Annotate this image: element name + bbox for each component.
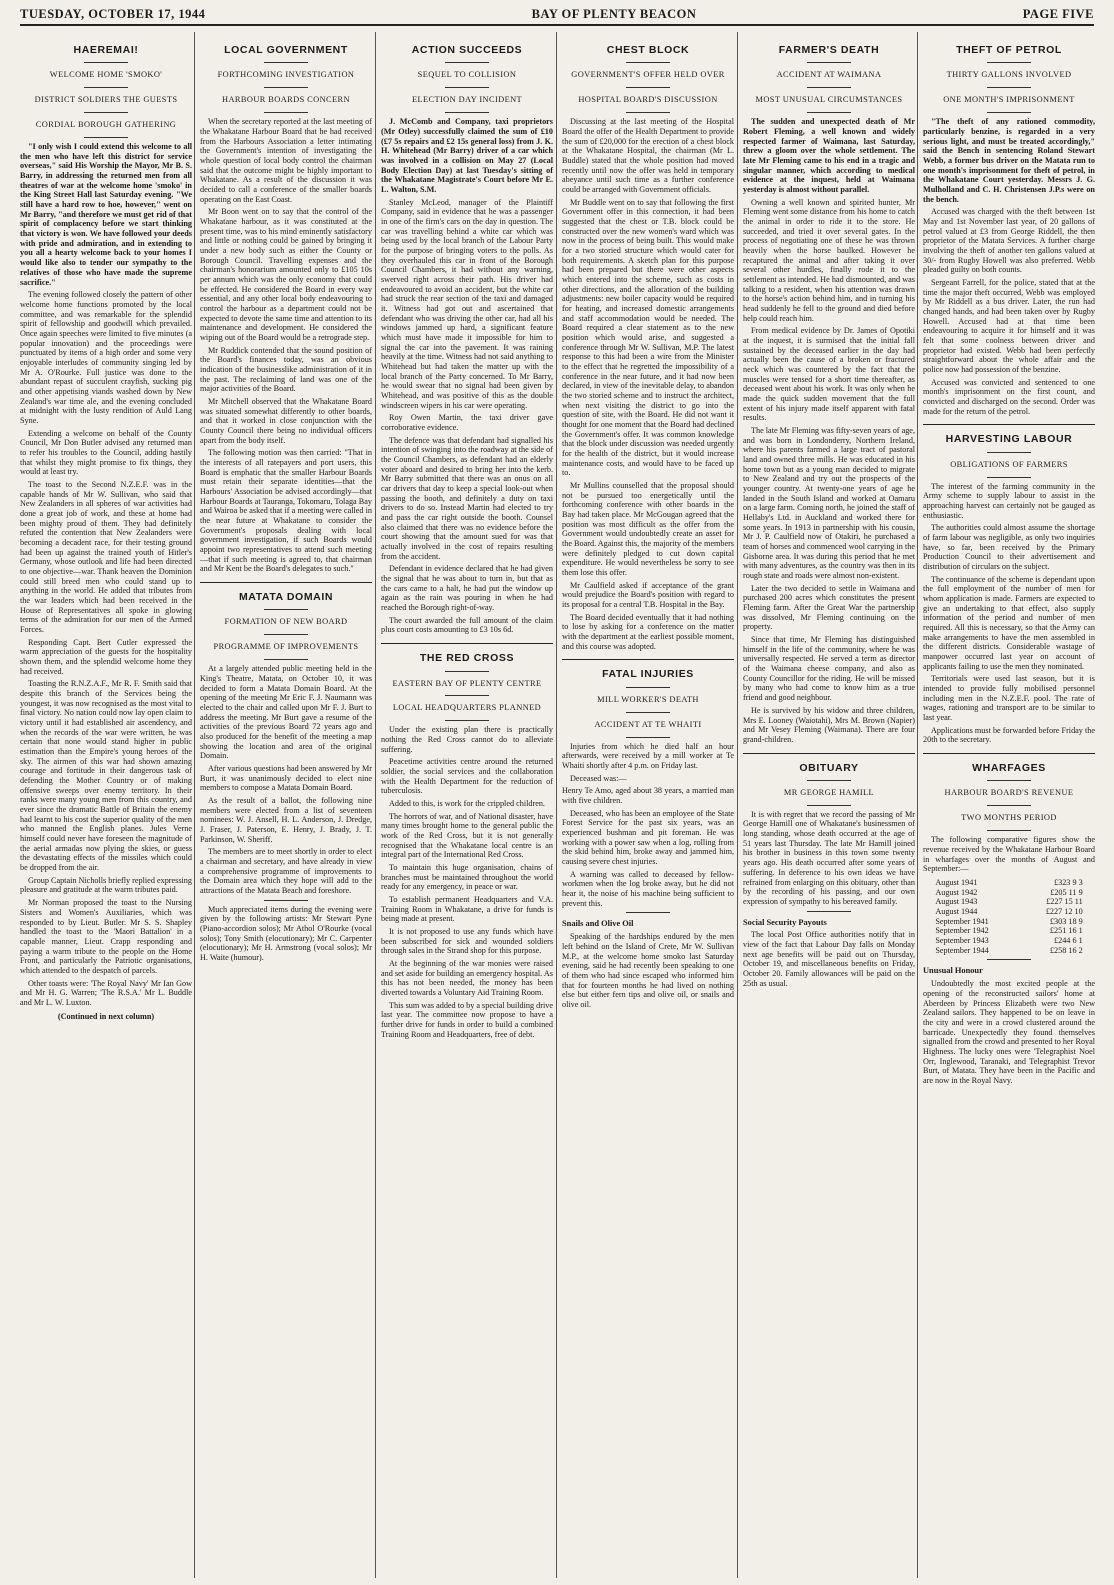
revenue-table — [933, 878, 1084, 955]
divider — [807, 780, 851, 781]
amount-cell: £251 16 1 — [1049, 926, 1083, 936]
article-paragraph: After various questions had been answered by Mr Burt, it was unanimously decided to elect nine members to compose a Matata Domain Board. — [200, 764, 372, 793]
article-paragraph: Applications must be forwarded before Friday the 20th to the secretary. — [923, 725, 1095, 745]
divider — [264, 900, 308, 901]
article-paragraph: Mr Norman proposed the toast to the Nursing Sisters and Women's Auxiliaries, which was responded to by Lieut. Butler. Mr S. S. Shapley handled the toast to the 'Maori Battalion' in a capable manner, Lieut. Crapp responding and paying a warm tribute to the people on the Home Front, and particularly the Patriotic organisations, which attended to the despatch of parcels. — [20, 898, 192, 975]
article-paragraph: Roy Owen Martin, the taxi driver gave corroborative evidence. — [381, 413, 553, 433]
article-paragraph: Mr Buddle went on to say that following the first Government offer in this connection, it had been suggested that the chest or T.B. block could be constructed over the new women's ward which was now in the process of being built. This would make for a two storied structure which would cater for both requirements. A sketch plan for this purpose had been prepared but there were other aspects which entered into the scheme, such as costs in other directions, and the allocation of the building adjustments: new boiler capacity would be required for heating, and increased domestic arrangements and staff accommodation would be needed. The Board required a clear statement as to the new position which would arise, and suggested a conference through Mr W. Sullivan, M.P. The latest response to this had been a wire from the Minister to the effect that he regretted the impossibility of a conference in the near future, and it had now been declared, in view of the inevitable delay, to abandon the two storied scheme and to instruct the architect, when next visiting the district to go into the question of site, with the Board. He did not want it thought for one moment that the Board had declined the Government's offer. It was common knowledge that the block under discussion was needed urgently for the health of the district, but it would increase maintenance costs, and would have to be faced up to. — [562, 197, 734, 478]
amount-cell: £258 16 2 — [1049, 945, 1083, 955]
article-subhead: THIRTY GALLONS INVOLVED — [946, 70, 1072, 80]
article-subhead: HOSPITAL BOARD'S DISCUSSION — [578, 95, 718, 105]
article-subhead: SEQUEL TO COLLISION — [417, 70, 517, 80]
divider — [987, 452, 1031, 453]
article-paragraph: Peacetime activities centre around the returned soldier, the social services and the collaboration with the Health Department for the reduction of tuberculosis. — [381, 757, 553, 796]
divider — [626, 62, 670, 63]
amount-cell: £205 11 9 — [1050, 887, 1083, 897]
article-paragraph: Territorials were used last season, but it is intended to provide fully mobilised personnel including men in the N.Z.E.F. pool. The rate of wages, rationing and transport are to be similar to last year. — [923, 674, 1095, 723]
article-headline: FARMER'S DEATH — [778, 44, 880, 56]
article-paragraph: Added to this, is work for the crippled children. — [389, 799, 545, 809]
article-subhead: ACCIDENT AT WAIMANA — [776, 70, 882, 80]
masthead-rule — [20, 24, 1094, 26]
article-subhead: ONE MONTH'S IMPRISONMENT — [943, 95, 1075, 105]
divider — [445, 87, 489, 88]
article-paragraph: The evening followed closely the pattern of other welcome home functions promoted by the local committee, and was remarkable for the splendid spirit of fellowship and goodwill which prevailed. Once again speeches were limited to five minutes (a popular innovation) and the proceedings were punctuated by items of a high order and some very enjoyable interludes of community singing led by Mr A. O'Rourke. Full justice was done to the abundant repast of succulent crayfish, sucking pig and other appetising viands washed down by New Zealand's war time ale, and the evening concluded at midnight with the lusty rendition of Auld Lang Syne. — [20, 290, 192, 425]
article-paragraph: J. McComb and Company, taxi proprietors (Mr Otley) successfully claimed the sum of £10 (£7 5s repairs and £2 15s general loss) from J. K. H. Whitehead (Mr Barry) driver of a car which was involved in a collision on May 27 (Local Body Election Day) at last Tuesday's sitting of the Whakatane Magistrate's Court before Mr E. L. Walton, S.M. — [381, 117, 553, 194]
table-row — [933, 878, 1084, 888]
month-cell: August 1943 — [935, 897, 978, 907]
divider — [987, 112, 1031, 113]
table-row — [933, 897, 1084, 907]
column-rule — [737, 32, 738, 1578]
divider — [264, 87, 308, 88]
article-paragraph: The interest of the farming community in the Army scheme to supply labour to assist in the approaching harvest can certainly not be gauged as enthusiastic. — [923, 481, 1095, 520]
article-subhead: LOCAL HEADQUARTERS PLANNED — [392, 703, 542, 713]
article-paragraph: Mr Mitchell observed that the Whakatane Board was situated somewhat differently to other boards, and that it worked in close conjunction with the County Council there being no individual officers apart from the body itself. — [200, 397, 372, 445]
column-rule — [917, 32, 918, 1578]
column-2 — [200, 36, 372, 1576]
table-row — [933, 888, 1084, 898]
divider — [445, 112, 489, 113]
article-subhead: HARBOUR BOARDS CONCERN — [222, 95, 350, 105]
article-paragraph: When the secretary reported at the last meeting of the Whakatane Harbour Board that he had received from the Harbours Association a letter intimating the Government's intention of investigating the whole question of local body control the chairman said that the outcome might be highly important to Whakatane. As a result of the discussion it was decided to call a conference of the smaller boards operating on the East Coast. — [200, 117, 372, 204]
section-divider — [923, 424, 1095, 425]
continued-note: (Continued in next column) — [57, 1011, 155, 1021]
article-paragraph: Accused was convicted and sentenced to one month's imprisonment on the first count, and convicted and discharged on the second. Order was made for the return of the petrol. — [923, 377, 1095, 416]
article-headline: MATATA DOMAIN — [238, 591, 334, 604]
article-paragraph: Henry Te Amo, aged about 38 years, a married man with five children. — [562, 786, 734, 806]
article-paragraph: The horrors of war, and of National disaster, have many times brought home to the general public the work of the Red Cross, but it is not generally recognised that the Whakatane local centre is an integral part of the International Red Cross. — [381, 811, 553, 860]
divider — [264, 609, 308, 610]
month-cell: September 1942 — [935, 926, 989, 936]
amount-cell: £303 18 9 — [1049, 916, 1083, 926]
article-paragraph: Owning a well known and spirited hunter, Mr Fleming went some distance from his home to catch the animal in order to ride it to the store. He succeeded, and tried it over several gates. In the process of negotiating one of these he was thrown heavily when the horse baulked. However he recaptured the animal and after taking it over several other hurdles, finally rode it to the settlement as intended. He had dismounted, and was talking to a resident, when his attention was drawn to the horse's action behind him, and in turning his head suddenly he fell to the ground and died before help could reach him. — [743, 197, 915, 323]
article-headline: OBITUARY — [799, 761, 859, 774]
divider — [264, 634, 308, 635]
month-cell: August 1944 — [935, 906, 978, 916]
article-subhead: ACCIDENT AT TE WHAITI — [594, 719, 702, 729]
article-paragraph: It is not proposed to use any funds which have been subscribed for sick and wounded soldiers through sales in the Strand shop for this purpose. — [381, 927, 553, 956]
masthead — [20, 0, 1094, 22]
article-paragraph: The Board decided eventually that it had nothing to lose by asking for a conference on the matter with the department at the earliest possible moment, and this course was adopted. — [562, 612, 734, 651]
article-headline: FATAL INJURIES — [602, 668, 694, 681]
issue-date: TUESDAY, OCTOBER 17, 1944 — [20, 7, 206, 21]
article-subhead: DISTRICT SOLDIERS THE GUESTS — [34, 95, 178, 105]
section-divider — [743, 753, 915, 754]
article-paragraph: "The theft of any rationed commodity, particularly benzine, is regarded in a very serious light, and must be treated accordingly," said the Bench in sentencing Roland Stewart Webb, a former bus driver on the Matata run to one month's imprisonment for theft of petrol, in the Whakatane Court yesterday. Messrs J. G. Mulholland and C. H. Christensen J.P.s were on the bench. — [923, 117, 1095, 204]
column-6 — [923, 36, 1095, 1576]
divider — [626, 112, 670, 113]
article-paragraph: Deceased was:— — [570, 773, 627, 783]
article-paragraph: Injuries from which he died half an hour afterwards, were received by a mill worker at Te Whaiti shortly after 4 p.m. on Friday last. — [562, 741, 734, 770]
divider — [445, 62, 489, 63]
divider — [84, 87, 128, 88]
paper-name: BAY OF PLENTY BEACON — [531, 7, 697, 21]
month-cell: September 1944 — [935, 945, 989, 955]
article-paragraph: At the beginning of the war monies were raised and set aside for building an emergency hospital. As this has not been needed, the money has been diverted towards a Voluntary Aid Training Room. — [381, 959, 553, 998]
article-paragraph: The sudden and unexpected death of Mr Robert Fleming, a well known and widely respected farmer of Waimana, last Saturday, threw a gloom over the whole settlement. The late Mr Fleming came to his end in a tragic and singular manner, which according to medical evidence at the inquest, held at Waimana yesterday is almost without parallel. — [743, 117, 915, 194]
article-paragraph: He is survived by his widow and three children, Mrs E. Looney (Waiotahi), Mrs M. Brown (Napier) and Mr Vesey Fleming (Waimana). There are four grand-children. — [743, 705, 915, 744]
month-cell: September 1941 — [935, 916, 989, 926]
divider — [807, 62, 851, 63]
article-subhead: GOVERNMENT'S OFFER HELD OVER — [571, 70, 725, 80]
article-subhead: FORTHCOMING INVESTIGATION — [217, 70, 355, 80]
article-paragraph: Extending a welcome on behalf of the County Council, Mr Don Butler advised any returned man to refer his troubles to the Council, adding hastily that whilst they might promise to fix things, they would at least try. — [20, 428, 192, 477]
divider — [987, 830, 1031, 831]
article-headline: HAEREMAI! — [73, 44, 139, 56]
short-item-title: Social Security Payouts — [743, 917, 827, 927]
table-row — [933, 926, 1084, 936]
divider — [807, 112, 851, 113]
article-paragraph: A warning was called to deceased by fellow-workmen when the log broke away, but he did not hear it, the noise of his machine being sufficient to prevent this. — [562, 869, 734, 908]
article-paragraph: Much appreciated items during the evening were given by the following artists: Mr Stewart Pyne (Piano-accordion solos); Mr Athol O'Rourke (vocal solos); Tony Smith (elocutionary); Mr C. Carpenter (elocutionary); Mr H. Armstrong (vocal solos); Mr H. Waite (humour). — [200, 904, 372, 963]
table-row — [933, 917, 1084, 927]
article-subhead: MOST UNUSUAL CIRCUMSTANCES — [755, 95, 903, 105]
divider — [84, 112, 128, 113]
column-3 — [381, 36, 553, 1576]
column-4 — [562, 36, 734, 1576]
divider — [987, 959, 1031, 960]
article-paragraph: The late Mr Fleming was fifty-seven years of age, and was born in Londonderry, Northern Ireland, where his parents farmed a large tract of pastoral land and owned three mills. He was educated in his home town but as a young man decided to migrate to New Zealand and try out the prospects of the younger country. At twenty-one years of age he landed in the South Island and worked at Oamaru on a large farm. Coming north, he joined the staff of Hellaby's Ltd. in Auckland and worked there for some years. In 1913 in partnership with his cousin, Mr J. P. Caulfield now of Otakiri, he purchased a team of horses and commenced wool carrying in the Gisborne area. It was during this period that he met with many adventures, as the country was then in its rough state and roads were almost non-existent. — [743, 426, 915, 581]
article-paragraph: The members are to meet shortly in order to elect a chairman and secretary, and have already in view a comprehensive programme of improvements to the Domain area which they hope will add to the attractions of the Matata Beach and foreshore. — [200, 847, 372, 896]
article-headline: THE RED CROSS — [419, 652, 515, 665]
article-headline: WHARFAGES — [972, 762, 1046, 775]
article-paragraph: The local Post Office authorities notify that in view of the fact that Labour Day falls on Monday next age benefits will be paid out on Thursday, October 19, and miscellaneous benefits on Friday, October 20. Family allowances will be paid on the 25th as usual. — [743, 930, 915, 988]
divider — [987, 805, 1031, 806]
column-rule — [375, 32, 376, 1578]
article-paragraph: Mr Boon went on to say that the control of the Whakatane harbour, as it was constituted at the present time, was to his mind eminently satisfactory and little or nothing could be gained by bringing it under a new body such as either the County or Borough Council. Travelling expenses and the chairman's honorarium amounted only to £105 10s per annum which was the only economy that could be effected. He considered the Board in every way essential, and any other local body endeavouring to control the harbour as a department could not be expected to devote the same time and attention to its maintenance and development. He considered the wiping out of the Board would be a retrograde step. — [200, 207, 372, 342]
divider — [264, 62, 308, 63]
article-subhead: CORDIAL BOROUGH GATHERING — [35, 120, 177, 130]
article-paragraph: Undoubtedly the most excited people at the opening of the reconstructed sailors' home at Aberdeen by Princess Elizabeth were two New Zealand sailors. They happened to be on leave in the city and were in a crowd clustered around the barricade. Unexpectedly they found themselves signalled from the crowd and presented to her Royal Highness. The lucky ones were 'Telegraphist Noel Orr, Inglewood, Taranaki, and Telegraphist Trevor Burt, of Matata. They have been in the Pacific and are now in the Royal Navy. — [923, 979, 1095, 1085]
article-paragraph: Responding Capt. Bert Cutler expressed the warm appreciation of the guests for the hospitality shown them, and the splendid welcome home they had received. — [20, 637, 192, 676]
month-cell: September 1943 — [935, 936, 989, 945]
article-subhead: TWO MONTHS PERIOD — [961, 813, 1057, 823]
article-paragraph: Stanley McLeod, manager of the Plaintiff Company, said in evidence that he was a passenger in one of the firm's cars on the day in question. The car was travelling behind a white car which was being used by the local branch of the Labour Party for the purpose of bringing voters to the polls. As they overhauled this car in front of the Borough Council Chambers, it had without any warning, swerved right across their path. His driver had endeavoured to avoid an accident, but the white car had struck the rear section of the taxi and damaged it. Witness had got out and ascertained that defendant who was driving the other car, had all his windows jammed up hard, a significant feature which must have made it impossible for him to signal the car into the pavement. It was raining heavily at the time. Witness had not said anything to Whitehead but had taken the matter up with the local branch of the Party concerned. To Mr Barry, he would swear that no signal had been given by Whitehead, and was positive of this as the double windscreen wipers in his car were operating. — [381, 197, 553, 410]
table-row — [933, 946, 1084, 956]
divider — [807, 805, 851, 806]
divider — [445, 720, 489, 721]
column-rule — [556, 32, 557, 1578]
article-headline: ACTION SUCCEEDS — [411, 44, 523, 56]
month-cell: August 1941 — [935, 877, 978, 887]
article-headline: CHEST BLOCK — [606, 44, 690, 56]
article-subhead: PROGRAMME OF IMPROVEMENTS — [213, 642, 359, 652]
article-headline: LOCAL GOVERNMENT — [224, 44, 348, 56]
amount-cell: £227 12 10 — [1045, 906, 1083, 916]
article-paragraph: Deceased, who has been an employee of the State Forest Service for the past six years, was an experienced bushman and pit foreman. He was working with a power saw when a log, rolling from the skid behind him, broke away and jammed him, causing severe chest injuries. — [562, 808, 734, 867]
divider — [264, 112, 308, 113]
divider — [84, 137, 128, 138]
article-paragraph: "I only wish I could extend this welcome to all the men who have left this district for service overseas," said His Worship the Mayor, Mr B. S. Barry, in addressing the returned men from all theatres of war at the welcome home 'smoko' in the King Street Hall last Saturday evening. "We still have a hard row to hoe, however," went on Mr Barry, "and therefore we must get rid of that spirit of complacency before we start thinking that victory is won. We have followed your deeds with pride and admiration, and in extending to you all a hearty welcome back to your homes I would like also to tender our sympathy to the relatives of those who have made the supreme sacrifice." — [20, 142, 192, 287]
article-subhead: WELCOME HOME 'SMOKO' — [49, 70, 163, 80]
page-number: PAGE FIVE — [1022, 7, 1094, 21]
article-subhead: OBLIGATIONS OF FARMERS — [950, 459, 1068, 469]
column-5 — [743, 36, 915, 1576]
article-paragraph: The toast to the Second N.Z.E.F. was in the capable hands of Mr W. Sullivan, who said that New Zealanders in all spheres of war activities had done a great job of work, and these at home had been mighty proud of them. They had definitely refuted the contention that New Zealanders were becoming a decadent race, for their testing ground had been up against the trained youth of Hitler's Germany, whose outlook and life had been directed to one objective—war. Thank heaven the Dominion could still breed men who could stand up to anything in the world. He added that tributes from the war leaders which had been received in the House of Representatives all spoke in glowing terms of the admiration for our men of the Armed Forces. — [20, 479, 192, 635]
divider — [84, 62, 128, 63]
article-paragraph: Since that time, Mr Fleming has distinguished himself in the life of the community, where he was universally respected. He served a term as director of the Waimana cheese company, and also as County Councillor for the riding. He will be missed by many who had come to know him as a true friend and good neighbour. — [743, 635, 915, 703]
article-paragraph: Other toasts were: 'The Royal Navy' Mr Ian Gow and Mr H. G. Warren; 'The R.S.A.' Mr L. Buddle and Mr L. W. Luxton. — [20, 978, 192, 1007]
article-paragraph: Later the two decided to settle in Waimana and purchased 200 acres which constitutes the present Fleming farm. After the Great War the partnership was dissolved, Mr Fleming continuing on the property. — [743, 583, 915, 632]
article-paragraph: Discussing at the last meeting of the Hospital Board the offer of the Health Department to provide the sum of £20,000 for the erection of a chest block at the Whakatane Hospital, the chairman (Mr L. Buddle) stated that the whole position had moved recently until now the offer was held in temporary abeyance until such time as a further conference could be arranged with Government officials. — [562, 117, 734, 194]
article-paragraph: The continuance of the scheme is dependant upon the full employment of the number of men for whom application is made. Farmers are expected to give an undertaking to that effect, also supply information of the period and number of men required. All this is necessary, so that the Army can make arrangements to have the men assembled in the different districts. Considerable wastage of manpower occurred last year on account of applicants failing to use the men they nominated. — [923, 574, 1095, 671]
article-paragraph: The following motion was then carried: "That in the interests of all ratepayers and port users, this Board is emphatic that the smaller Harbour Boards must retain their separate identities—that the Harbours' Association be advised accordingly—that Harbour Boards at Tauranga, Tokomaru, Tolaga Bay and Wairoa be asked that if a meeting were called in the near future at Whakatane to consider the Government's proposals dealing with local government investigation, if such Boards would appoint two representatives to attend such meeting—that if such meeting is agreed to, that chairman and Mr Kent be the Board's delegates to such." — [200, 448, 372, 574]
article-paragraph: Under the existing plan there is practically nothing the Red Cross cannot do to alleviate suffering. — [381, 725, 553, 754]
divider — [626, 687, 670, 688]
divider — [987, 780, 1031, 781]
divider — [987, 62, 1031, 63]
divider — [445, 695, 489, 696]
article-paragraph: The defence was that defendant had signalled his intention of swinging into the roadway at the side of the Council Chambers, as defendant had an elderly voter aboard and desired to bring her into the kerb. Mr Barry submitted that there was an onus on all car drivers that day to keep a special look-out when passing the booth, and definitely a duty on taxi drivers to do so. Instead Martin had elected to try and pass the car right outside the booth. Counsel also claimed that there was no evidence before the court showing that the amount sued for was that actually involved in the cost of repairs resulting from the accident. — [381, 435, 553, 561]
amount-cell: £323 9 3 — [1054, 877, 1083, 887]
article-paragraph: The authorities could almost assume the shortage of farm labour was negligible, as only two inquiries have, so far, been received by the Primary Production Council to their advertisement and distribution of circulars on the subject. — [923, 523, 1095, 571]
divider — [626, 912, 670, 913]
divider — [626, 712, 670, 713]
article-paragraph: Mr Mullins counselled that the proposal should not be pursued too energetically until the forthcoming conference with other boards in the Bay had taken place. Mr McGougan agreed that the position was most difficult as the offer from the Government would undoubtedly create an asset for the Board. Against this, the majority of the members were definitely pledged to cut down capital expenditure. He would nevertheless be sorry to see them lose this offer. — [562, 481, 734, 578]
article-paragraph: To maintain this huge organisation, chains of branches must be maintained throughout the world ready for any emergency, in peace or war. — [381, 863, 553, 892]
divider — [626, 87, 670, 88]
article-headline: HARVESTING LABOUR — [945, 433, 1073, 446]
article-paragraph: This sum was added to by a special building drive last year. The committee now propose to have a further drive for funds in order to build a combined Training Room and Headquarters, free of debt. — [381, 1000, 553, 1039]
section-divider — [562, 659, 734, 660]
article-paragraph: Accused was charged with the theft between 1st May and 1st November last year, of 20 gallons of petrol valued at £3 from George Riddell, the then proprietor of the Matata Services. A further charge involving the theft of another ten gallons valued at 30/- from Rugby Howell was also preferred. Webb pleaded guilty on both counts. — [923, 207, 1095, 275]
column-rule — [194, 32, 195, 1578]
article-paragraph: Mr Ruddick contended that the sound position of the Board's finances today, was an obvious indication of the businesslike administration of it in the past. The reclaiming of land was one of the major activities of the Board. — [200, 345, 372, 394]
article-paragraph: The following comparative figures show the revenue received by the Whakatane Harbour Board in wharfages over the months of August and September:— — [923, 835, 1095, 874]
divider — [626, 737, 670, 738]
article-paragraph: As the result of a ballot, the following nine members were elected from a list of seventeen nominees: W. J. Ansell, H. L. Anderson, J. Dredge, J. Fraser, J. Paterson, E. Henry, J. Brady, J. T. Parkinson, W. Sheriff. — [200, 796, 372, 844]
divider — [264, 659, 308, 660]
month-cell: August 1942 — [935, 887, 978, 897]
short-item-title: Snails and Olive Oil — [562, 919, 634, 929]
article-subhead: ELECTION DAY INCIDENT — [411, 95, 523, 105]
divider — [987, 477, 1031, 478]
article-paragraph: Sergeant Farrell, for the police, stated that at the time the major theft occurred, Webb was employed by Mr Riddell as a bus driver. Later, the run had changed hands, and had been taken over by Rugby Howell. Accused had at that time been endeavouring to acquire it for himself and it was felt that some coolness between driver and proprietor had existed. Webb had been perfectly straightforward about the whole affair and the police now had possession of the benzine. — [923, 277, 1095, 374]
article-paragraph: It is with regret that we record the passing of Mr George Hamill one of Whakatane's businessmen of long standing, whose death occurred at the age of 51 years last Thursday. The late Mr Hamill joined his brother in business in this town some twenty years ago. His death occurred after some years of suffering. In deference to his own ideas we have refrained from enlarging on this obituary, other than by the recording of his passing, and our own expression of sympathy to his bereaved family. — [743, 809, 915, 906]
short-item-title: Unusual Honour — [923, 966, 983, 976]
section-divider — [200, 582, 372, 583]
article-paragraph: Speaking of the hardships endured by the men left behind on the Island of Crete, Mr W. Sullivan M.P., at the welcome home smoko last Saturday evening, said he had recently been speaking to one of them who had since escaped who informed him that for fourteen months he had lived on nothing else but either fern tips and olive oil, or snails and olive oil. — [562, 932, 734, 1010]
article-paragraph: To establish permanent Headquarters and V.A. Training Room in Whakatane, a drive for funds is being made at present. — [381, 895, 553, 924]
article-paragraph: At a largely attended public meeting held in the King's Theatre, Matata, on October 10, it was decided to form a Matata Domain Board. At the opening of the meeting Mr Eric F. J. Naumann was elected to the chair and called upon Mr F. J. Burt to address the meeting. Mr Burt gave a resume of the activities of the previous Board 72 years ago and also produced for the benefit of the meeting a map showing the location and area of the original Domain. — [200, 664, 372, 761]
article-paragraph: Group Captain Nicholls briefly replied expressing pleasure and gratitude at the warm tributes paid. — [20, 875, 192, 895]
article-paragraph: Toasting the R.N.Z.A.F., Mr R. F. Smith said that despite this branch of the Services being the youngest, it was now recognised as the most vital to final victory. No nation could now lay open claim to victory until it had established air ascendency, and when the records of the war were written, he was certain that none would stand higher in public estimation than the Empire's young heroes of the sky. The airmen of this war had shown amazing courage and fortitude in their dangerous task of defending the Mother Country or of making offensive sweeps over enemy territory. In their ranks were many young men from this country, and ever since the dramatic Battle of Britain the enemy had learnt to his cost the superior quality of the men who manned the English planes. Jules Verne himself could never have foreseen the magnitude of the aerial armadas now plying the skies, or guess the devastating effects of the missiles which could be dropped from the air. — [20, 679, 192, 873]
article-paragraph: The court awarded the full amount of the claim plus court costs amounting to £3 10s 6d. — [381, 615, 553, 635]
column-1 — [20, 36, 192, 1576]
divider — [987, 87, 1031, 88]
article-paragraph: Defendant in evidence declared that he had given the signal that he was about to turn in, but that as the cars came to a halt, he had put the window up again as the rain was pouring in when he had reached the Borough right-of-way. — [381, 564, 553, 613]
article-subhead: HARBOUR BOARD'S REVENUE — [944, 788, 1074, 798]
article-subhead: MILL WORKER'S DEATH — [597, 694, 699, 704]
article-subhead: FORMATION OF NEW BOARD — [224, 617, 348, 627]
amount-cell: £227 15 11 — [1046, 897, 1083, 907]
article-subhead: EASTERN BAY OF PLENTY CENTRE — [392, 678, 542, 688]
section-divider — [381, 643, 553, 644]
table-row — [933, 907, 1084, 917]
article-subhead: MR GEORGE HAMILL — [783, 787, 875, 797]
divider — [807, 911, 851, 912]
table-row — [933, 936, 1084, 946]
article-paragraph: From medical evidence by Dr. James of Opotiki at the inquest, it is surmised that the initial fall sustained by the deceased earlier in the day had actually been the cause of a broken or fractured neck which was countered by the fact that the muscles were tensed for a short time thereafter, as deceased went about his work. It was only when he made the quick sudden movement that the full extent of his injury made itself apparent with fatal results. — [743, 326, 915, 423]
section-divider — [923, 753, 1095, 754]
amount-cell: £244 6 1 — [1054, 936, 1083, 945]
divider — [807, 87, 851, 88]
article-paragraph: Mr Caulfield asked if acceptance of the grant would prejudice the Board's position with regard to its proposal for a central T.B. Hospital in the Bay. — [562, 580, 734, 610]
divider — [445, 671, 489, 672]
article-headline: THEFT OF PETROL — [956, 44, 1062, 56]
